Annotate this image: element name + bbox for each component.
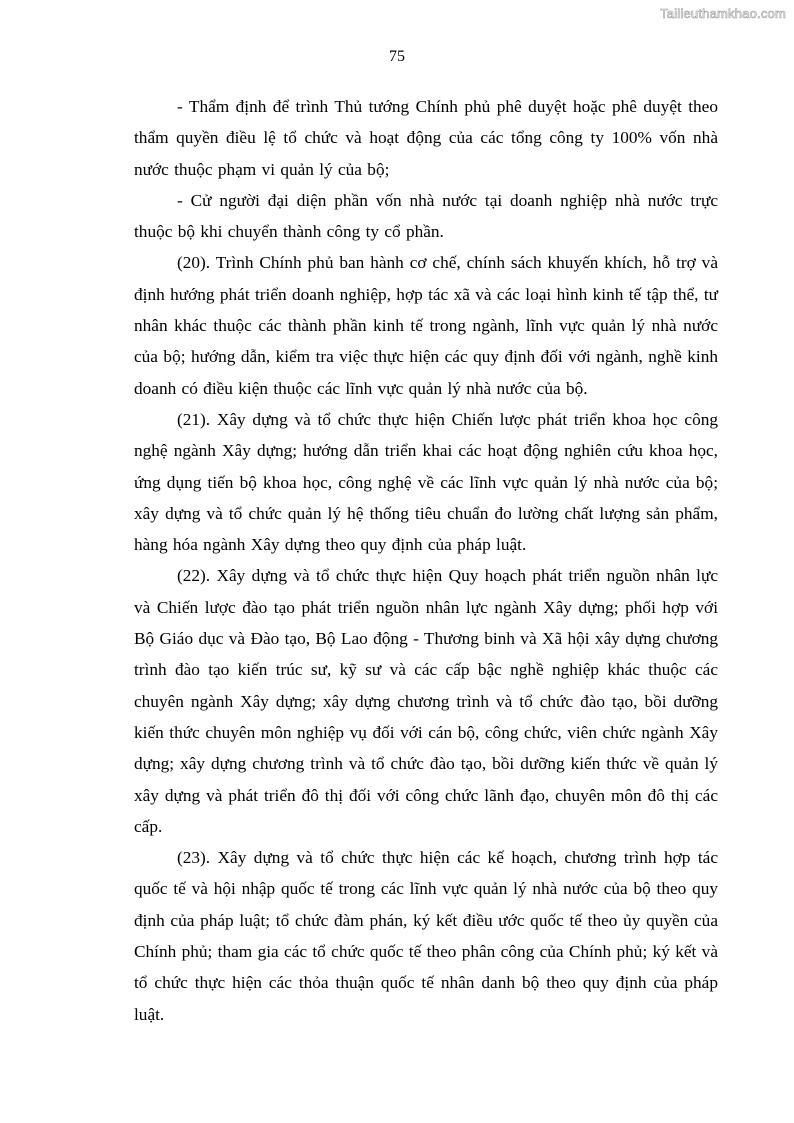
watermark: Tailieuthamkhao.com (660, 6, 786, 21)
page-number: 75 (389, 48, 405, 65)
paragraph-22: (22). Xây dựng và tổ chức thực hiện Quy hoạch phát triển nguồn nhân lực và Chiến lược đào tạo phát triển nguồn nhân lực ngành Xây dựng; phối hợp với Bộ Giáo dục và Đào tạo, Bộ Lao động - Thương binh và Xã hội xây dựng chương trình đào tạo kiến trúc sư, kỹ sư và các cấp bậc nghề nghiệp khác thuộc các chuyên ngành Xây dựng; xây dựng chương trình và tổ chức đào tạo, bồi dưỡng kiến thức chuyên môn nghiệp vụ đối với cán bộ, công chức, viên chức ngành Xây dựng; xây dựng chương trình và tổ chức đào tạo, bồi dưỡng kiến thức về quản lý xây dựng và phát triển đô thị đối với công chức lãnh đạo, chuyên môn đô thị các cấp. (134, 566, 718, 836)
paragraph-21: (21). Xây dựng và tổ chức thực hiện Chiến lược phát triển khoa học công nghệ ngành Xây dựng; hướng dẫn triển khai các hoạt động nghiên cứu khoa học, ứng dụng tiến bộ khoa học, công nghệ về các lĩnh vực quản lý nhà nước của bộ; xây dựng và tổ chức quản lý hệ thống tiêu chuẩn đo lường chất lượng sản phẩm, hàng hóa ngành Xây dựng theo quy định của pháp luật. (134, 409, 718, 555)
paragraph-20: (20). Trình Chính phủ ban hành cơ chế, chính sách khuyến khích, hỗ trợ và định hướng phát triển doanh nghiệp, hợp tác xã và các loại hình kinh tế tập thể, tư nhân khác thuộc các thành phần kinh tế trong ngành, lĩnh vực quản lý nhà nước của bộ; hướng dẫn, kiểm tra việc thực hiện các quy định đối với ngành, nghề kinh doanh có điều kiện thuộc các lĩnh vực quản lý nhà nước của bộ. (134, 253, 718, 398)
document-body (134, 91, 718, 1030)
paragraph-tham-dinh: - Thẩm định để trình Thủ tướng Chính phủ phê duyệt hoặc phê duyệt theo thẩm quyền điều lệ tổ chức và hoạt động của các tổng công ty 100% vốn nhà nước thuộc phạm vi quản lý của bộ; (134, 97, 718, 179)
paragraph-cu-nguoi-dai-dien: - Cử người đại diện phần vốn nhà nước tại doanh nghiệp nhà nước trực thuộc bộ khi chuyển thành công ty cổ phần. (134, 190, 718, 242)
paragraph-23: (23). Xây dựng và tổ chức thực hiện các kế hoạch, chương trình hợp tác quốc tế và hội nhập quốc tế trong các lĩnh vực quản lý nhà nước của bộ theo quy định của pháp luật; tổ chức đàm phán, ký kết điều ước quốc tế theo ủy quyền của Chính phủ; tham gia các tổ chức quốc tế theo phân công của Chính phủ; ký kết và tổ chức thực hiện các thỏa thuận quốc tế nhân danh bộ theo quy định của pháp luật. (134, 848, 718, 1024)
